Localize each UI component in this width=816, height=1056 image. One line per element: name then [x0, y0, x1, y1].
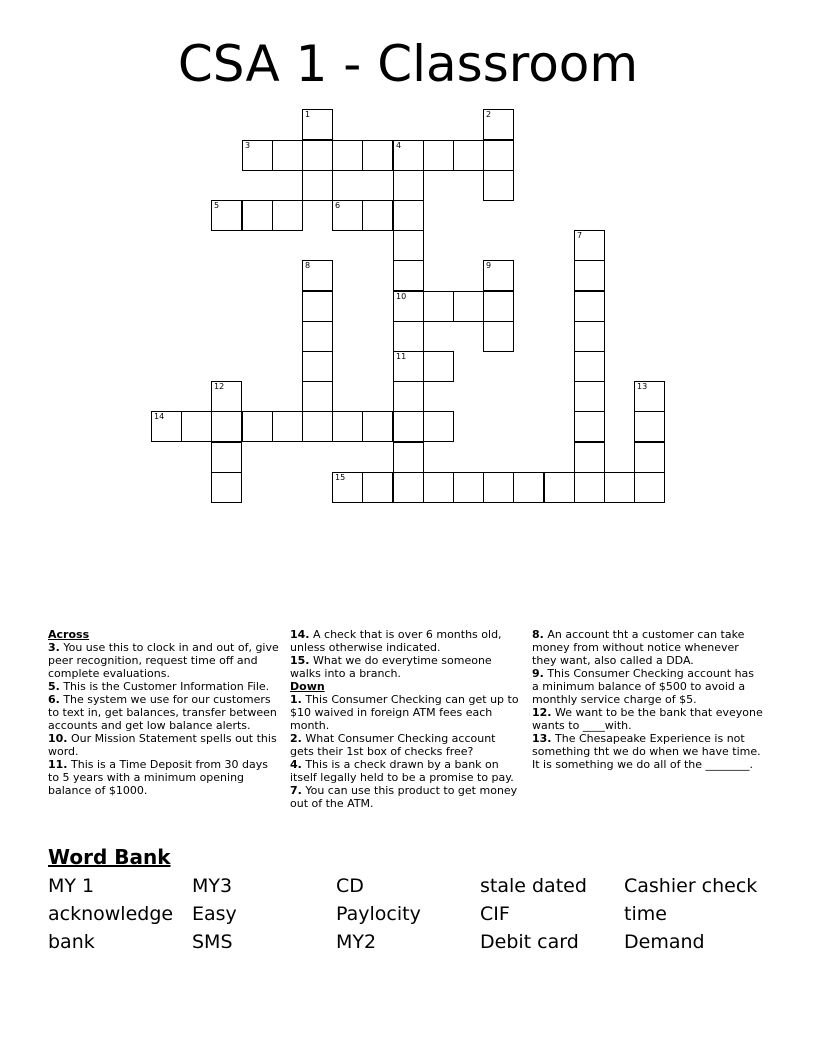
crossword-cell[interactable]	[393, 351, 424, 382]
crossword-cell[interactable]	[242, 411, 273, 442]
crossword-cell[interactable]	[393, 200, 424, 231]
clue-text: This Consumer Checking account has a minimum balance of $500 to avoid a monthly service charge of $5.	[532, 667, 755, 706]
crossword-cell[interactable]	[393, 472, 424, 503]
crossword-cell[interactable]	[393, 291, 424, 322]
crossword-cell[interactable]	[423, 472, 454, 503]
crossword-cell[interactable]	[423, 140, 454, 171]
crossword-cell[interactable]	[242, 200, 273, 231]
crossword-cell[interactable]	[302, 321, 333, 352]
crossword-cell[interactable]	[483, 321, 514, 352]
clue-label: 15.	[290, 654, 310, 667]
crossword-cell[interactable]	[574, 381, 605, 412]
clue-number: 15	[335, 473, 346, 482]
crossword-cell[interactable]	[393, 321, 424, 352]
word-bank-word: acknowledge	[48, 903, 174, 925]
word-bank-word: CIF	[480, 903, 510, 925]
clue-number: 2	[486, 110, 492, 119]
crossword-cell[interactable]	[393, 170, 424, 201]
crossword-cell[interactable]	[151, 411, 182, 442]
clue-label: 4.	[290, 758, 302, 771]
clue	[48, 732, 280, 758]
crossword-cell[interactable]	[302, 351, 333, 382]
clue	[532, 706, 764, 732]
crossword-cell[interactable]	[181, 411, 212, 442]
across-heading: Across	[48, 628, 90, 641]
clue	[290, 693, 522, 732]
clue	[290, 654, 522, 680]
clue-text: This is a Time Deposit from 30 days to 5 years with a minimum opening balance of $1000.	[48, 758, 269, 797]
clue-number: 6	[335, 201, 341, 210]
clue-text: A check that is over 6 months old, unless otherwise indicated.	[290, 628, 502, 654]
crossword-cell[interactable]	[634, 411, 665, 442]
clue	[532, 628, 764, 667]
clue-label: 8.	[532, 628, 544, 641]
clue	[48, 693, 280, 732]
clue-number: 13	[637, 382, 648, 391]
clue-text: What Consumer Checking account gets their 1st box of checks free?	[290, 732, 496, 758]
clue-text: The system we use for our customers to text in, get balances, transfer between accounts and get low balance alerts.	[48, 693, 277, 732]
crossword-cell[interactable]	[211, 411, 242, 442]
crossword-cell[interactable]	[393, 230, 424, 261]
crossword-cell[interactable]	[393, 140, 424, 171]
clue-column-3	[532, 628, 764, 771]
crossword-cell[interactable]	[574, 351, 605, 382]
clue-text: This is a check drawn by a bank on itself legally held to be a promise to pay.	[290, 758, 514, 784]
clue-number: 8	[305, 261, 311, 270]
clue	[290, 732, 522, 758]
crossword-cell[interactable]	[302, 260, 333, 291]
word-bank-word: SMS	[192, 931, 233, 953]
crossword-cell[interactable]	[362, 472, 393, 503]
crossword-cell[interactable]	[362, 140, 393, 171]
crossword-cell[interactable]	[211, 200, 242, 231]
clue-text: An account tht a customer can take money from without notice whenever they want, also called a DDA.	[532, 628, 745, 667]
crossword-cell[interactable]	[574, 442, 605, 473]
crossword-cell[interactable]	[574, 291, 605, 322]
crossword-cell[interactable]	[483, 170, 514, 201]
crossword-cell[interactable]	[332, 140, 363, 171]
crossword-cell[interactable]	[483, 109, 514, 140]
word-bank-word: bank	[48, 931, 95, 953]
clue-label: 5.	[48, 680, 60, 693]
clue-label: 10.	[48, 732, 68, 745]
crossword-cell[interactable]	[302, 170, 333, 201]
clue	[290, 784, 522, 810]
clue	[532, 732, 764, 771]
clue-text: What we do everytime someone walks into a branch.	[290, 654, 492, 680]
word-bank-word: time	[624, 903, 667, 925]
crossword-cell[interactable]	[393, 442, 424, 473]
word-bank-word: Debit card	[480, 931, 579, 953]
clue-number: 10	[396, 292, 407, 301]
clue-number: 5	[214, 201, 220, 210]
word-bank-word: Paylocity	[336, 903, 421, 925]
crossword-cell[interactable]	[544, 472, 575, 503]
clue-column-2	[290, 628, 522, 810]
clue-number: 11	[396, 352, 407, 361]
clue-number: 9	[486, 261, 492, 270]
clue-text: You can use this product to get money out of the ATM.	[290, 784, 518, 810]
clue-text: This Consumer Checking can get up to $10 waived in foreign ATM fees each month.	[290, 693, 519, 732]
down-heading: Down	[290, 680, 325, 693]
clue	[290, 628, 522, 654]
crossword-cell[interactable]	[483, 260, 514, 291]
crossword-cell[interactable]	[272, 411, 303, 442]
crossword-cell[interactable]	[483, 140, 514, 171]
clue-text: This is the Customer Information File.	[59, 680, 270, 693]
crossword-cell[interactable]	[302, 140, 333, 171]
crossword-cell[interactable]	[574, 321, 605, 352]
crossword-cell[interactable]	[302, 109, 333, 140]
clue-text: The Chesapeake Experience is not something tht we do when we have time. It is something we do all of the ________.	[532, 732, 761, 771]
crossword-cell[interactable]	[483, 291, 514, 322]
crossword-cell[interactable]	[634, 442, 665, 473]
crossword-cell[interactable]	[634, 381, 665, 412]
clue-number: 4	[396, 141, 402, 150]
crossword-cell[interactable]	[362, 411, 393, 442]
clue-label: 7.	[290, 784, 302, 797]
crossword-cell[interactable]	[423, 351, 454, 382]
crossword-cell[interactable]	[574, 260, 605, 291]
clue-label: 1.	[290, 693, 302, 706]
crossword-cell[interactable]	[302, 291, 333, 322]
clue-label: 9.	[532, 667, 544, 680]
crossword-cell[interactable]	[574, 472, 605, 503]
crossword-cell[interactable]	[211, 381, 242, 412]
clue-label: 13.	[532, 732, 552, 745]
clue-label: 14.	[290, 628, 310, 641]
word-bank-word: CD	[336, 875, 364, 897]
clue	[48, 680, 280, 693]
across-clue-list-continued	[290, 628, 522, 680]
clue-label: 2.	[290, 732, 302, 745]
crossword-grid	[0, 0, 816, 520]
puzzle-title: CSA 1 - Classroom	[177, 35, 639, 93]
crossword-cell[interactable]	[453, 140, 484, 171]
crossword-cell[interactable]	[423, 411, 454, 442]
crossword-cell[interactable]	[302, 411, 333, 442]
crossword-cell[interactable]	[483, 472, 514, 503]
clue	[532, 667, 764, 706]
down-clue-list	[290, 693, 522, 810]
crossword-cell[interactable]	[332, 200, 363, 231]
crossword-cell[interactable]	[302, 381, 333, 412]
word-bank-word: MY3	[192, 875, 233, 897]
crossword-cell[interactable]	[362, 200, 393, 231]
clue-number: 14	[154, 412, 165, 421]
crossword-cell[interactable]	[272, 140, 303, 171]
crossword-cell[interactable]	[211, 442, 242, 473]
crossword-cell[interactable]	[634, 472, 665, 503]
clue-label: 12.	[532, 706, 552, 719]
clue	[290, 758, 522, 784]
word-bank-word: Easy	[192, 903, 237, 925]
crossword-cell[interactable]	[574, 411, 605, 442]
crossword-cell[interactable]	[211, 472, 242, 503]
crossword-cell[interactable]	[513, 472, 544, 503]
word-bank-word: Cashier check	[624, 875, 758, 897]
clue	[48, 641, 280, 680]
clue-text: You use this to clock in and out of, give peer recognition, request time off and complete evaluations.	[48, 641, 279, 680]
clue-label: 3.	[48, 641, 60, 654]
crossword-cell[interactable]	[393, 260, 424, 291]
across-clue-list	[48, 641, 280, 797]
word-bank-word: stale dated	[480, 875, 587, 897]
clue-label: 11.	[48, 758, 68, 771]
clue-number: 3	[245, 141, 251, 150]
clue-label: 6.	[48, 693, 60, 706]
clue	[48, 758, 280, 797]
crossword-cell[interactable]	[453, 291, 484, 322]
crossword-cell[interactable]	[393, 381, 424, 412]
crossword-cell[interactable]	[242, 140, 273, 171]
word-bank-word: MY 1	[48, 875, 95, 897]
clue-number: 1	[305, 110, 311, 119]
word-bank-title: Word Bank	[48, 845, 171, 869]
crossword-cell[interactable]	[453, 472, 484, 503]
crossword-cell[interactable]	[604, 472, 635, 503]
crossword-cell[interactable]	[574, 230, 605, 261]
clue-column-1	[48, 628, 280, 797]
down-clue-list-continued	[532, 628, 764, 771]
clue-number: 12	[214, 382, 225, 391]
clue-number: 7	[577, 231, 583, 240]
crossword-cell[interactable]	[332, 472, 363, 503]
crossword-cell[interactable]	[272, 200, 303, 231]
word-bank-word: MY2	[336, 931, 377, 953]
word-bank-word: Demand	[624, 931, 705, 953]
clue-text: We want to be the bank that eveyone wants to ____with.	[532, 706, 763, 732]
crossword-cell[interactable]	[423, 291, 454, 322]
crossword-cell[interactable]	[393, 411, 424, 442]
crossword-cell[interactable]	[332, 411, 363, 442]
clue-text: Our Mission Statement spells out this word.	[48, 732, 277, 758]
